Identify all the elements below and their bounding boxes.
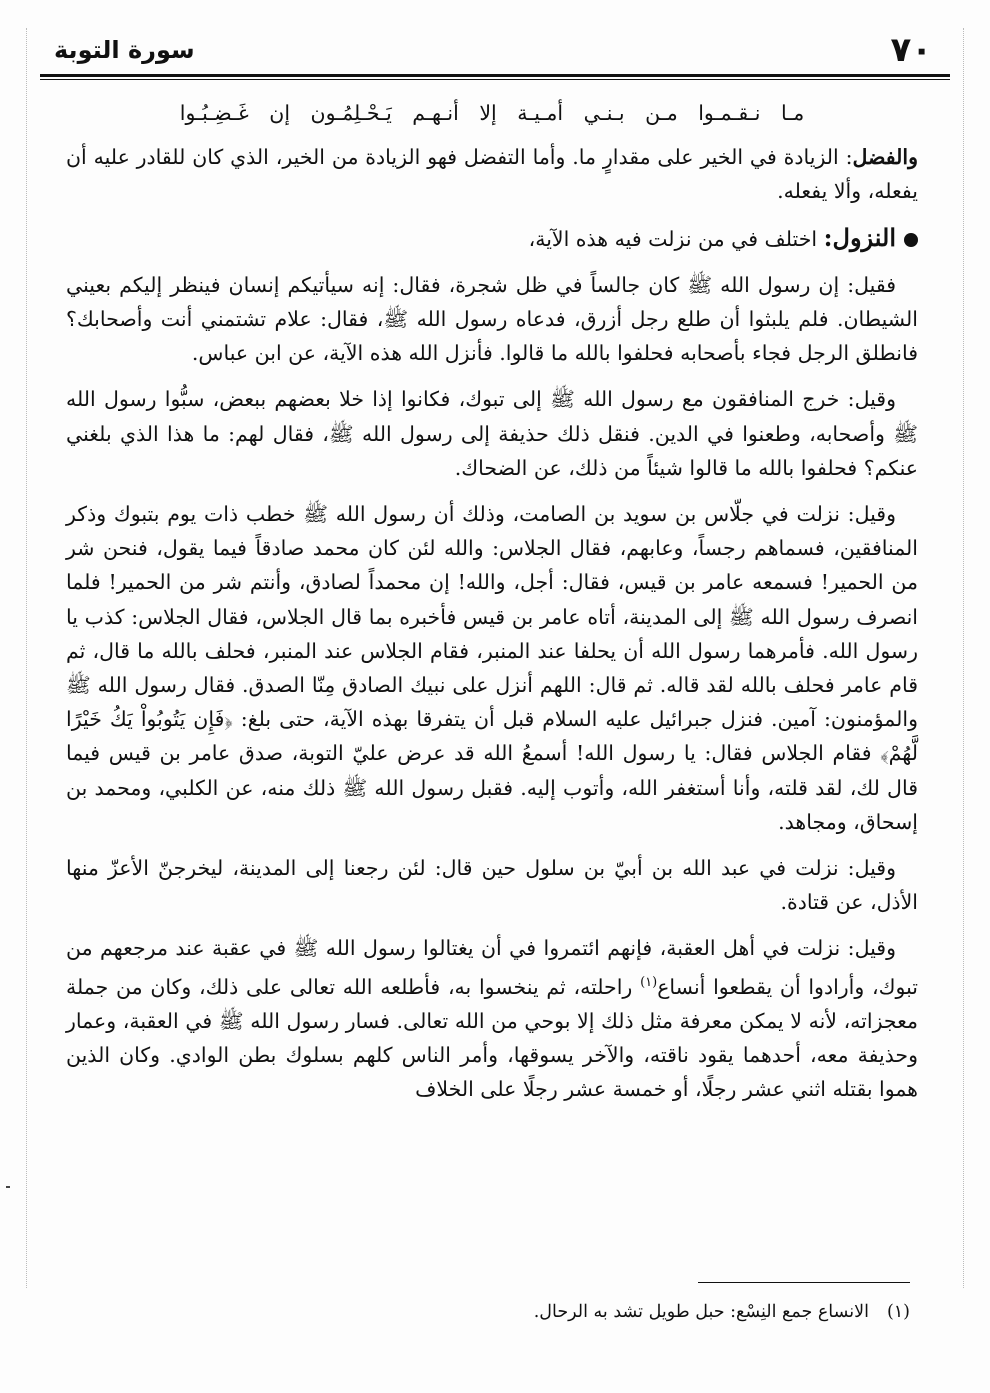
page-number: ٧٠: [890, 30, 932, 70]
paragraph: وقيل: نزلت في جلّاس بن سويد بن الصامت، وذلك أن رسول الله ﷺ خطب ذات يوم بتبوك وذكر المنافقين، فسماهم رجساً، وعابهم، فقال الجلاس: والله لئن كان محمد صادقاً فيما يقول، فنحن شر من الحمير! فسمعه عامر بن قيس، فقال: أجل، والله! إن محمداً لصادق، وأنتم شر من الحمير! فلما انصرف رسول الله ﷺ إلى المدينة، أتاه عامر بن قيس فأخبره بما قال الجلاس، فقال الجلاس: كذب يا رسول الله. فأمرهما رسول الله أن يحلفا عند المنبر، فقام الجلاس عند المنبر، فحلف بالله ما قال، ثم قام عامر فحلف بالله لقد قاله. ثم قال: اللهم أنزل على نبيك الصادق مِنّا الصدق. فقال رسول الله ﷺ والمؤمنون: آمين. فنزل جبرائيل عليه السلام قبل أن يتفرقا بهذه الآية، حتى بلغ: ﴿فَإِن يَتُوبُواْ يَكُ خَيْرًا لَّهُمْ﴾ فقام الجلاس فقال: يا رسول الله! أسمعُ الله قد عرض عليّ التوبة، صدق عامر بن قيس فيما قال لك، لقد قلته، وأنا أستغفر الله، وأتوب إليه. فقبل رسول الله ﷺ ذلك منه، عن الكلبي، ومحمد بن إسحاق، ومجاهد.: [66, 502, 918, 834]
footnote-number: (١): [886, 1302, 910, 1322]
footnote: [66, 1298, 910, 1326]
nuzul-title: النزول:: [823, 222, 896, 252]
paragraph: وقيل: خرج المنافقون مع رسول الله ﷺ إلى تبوك، فكانوا إذا خلا بعضهم ببعض، سبُّوا رسول الله ﷺ وأصحابه، وطعنوا في الدين. فنقل ذلك حذيفة إلى رسول الله ﷺ، فقال لهم: ما هذا الذي بلغني عنكم؟ فحلفوا بالله ما قالوا شيئاً من ذلك، عن الضحاك.: [66, 387, 918, 480]
header-divider: [40, 79, 950, 80]
poetry-verse: مـا نـقـمـوا مـن بـنـي أمـيـة إلا أنـهـم يَـحْـلِمُـون إن غَـضِـبُـوا: [179, 101, 805, 125]
footnote-reference[interactable]: (١): [640, 974, 658, 990]
nuzul-intro: اختلف في من نزلت فيه هذه الآية،: [528, 226, 818, 251]
header-divider: [40, 74, 950, 77]
surah-title: سورة التوبة: [54, 36, 195, 64]
scan-mark: [6, 1186, 10, 1188]
paragraph: [66, 931, 918, 1106]
fadl-definition: : الزيادة في الخير على مقدارٍ ما. وأما التفضل فهو الزيادة من الخير، الذي كان للقادر عليه أن يفعله، وألا يفعله.: [66, 145, 918, 204]
main-text: [66, 96, 918, 1118]
footnote-text: الانساع جمع النِسْع: حبل طويل تشد به الرحال.: [533, 1302, 869, 1322]
footnote-divider: [698, 1282, 910, 1283]
page-header: [40, 28, 950, 72]
bullet-icon: [904, 233, 918, 247]
term-fadl: والفضل: [852, 145, 918, 170]
paragraph: وقيل: نزلت في عبد الله بن أبيّ بن سلول حين قال: لئن رجعنا إلى المدينة، ليخرجنّ الأعزّ منها الأذل، عن قتادة.: [66, 856, 918, 915]
paragraph-text: وقيل: نزلت في أهل العقبة، فإنهم ائتمروا في أن يغتالوا رسول الله ﷺ في عقبة عند مرجعهم من تبوك، وأرادوا أن يقطعوا أنساع: [66, 936, 918, 999]
page-border: [26, 28, 27, 1288]
page-border: [963, 28, 964, 1288]
paragraph-text: راحلته، ثم ينخسوا به، فأطلعه الله تعالى على ذلك، وكان من جملة معجزاته، لأنه لا يمكن معرفة مثل ذلك إلا بوحي من الله تعالى. فسار رسول الله ﷺ في العقبة، وعمار وحذيفة معه، أحدهما يقود ناقته، والآخر يسوقها، وأمر الناس كلهم بسلوك بطن الوادي. وكان الذين هموا بقتله اثني عشر رجلًا، أو خمسة عشر رجلًا على الخلاف: [66, 974, 918, 1102]
paragraph: فقيل: إن رسول الله ﷺ كان جالساً في ظل شجرة، فقال: إنه سيأتيكم إنسان فينظر إليكم بعيني الشيطان. فلم يلبثوا أن طلع رجل أزرق، فدعاه رسول الله ﷺ، فقال: علام تشتمني أنت وأصحابك؟ فانطلق الرجل فجاء بأصحابه فحلفوا بالله ما قالوا. فأنزل الله هذه الآية، عن ابن عباس.: [66, 272, 918, 366]
paragraph-fadl: [66, 140, 918, 208]
section-heading-nuzul: [66, 221, 918, 256]
